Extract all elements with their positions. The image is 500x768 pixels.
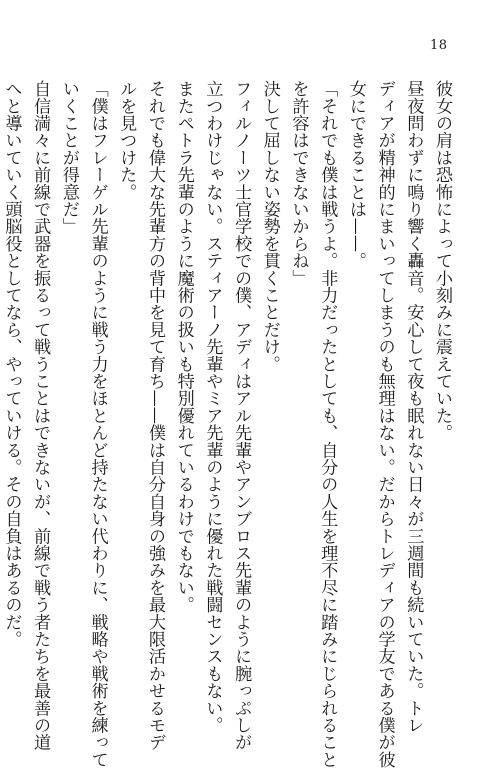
text-line: またペトラ先輩のように魔術の扱いも特別優れているわけでもない。: [173, 80, 194, 614]
text-line: フィルノーツ士官学校での僕、アディはアル先輩やアンブロス先輩のように腕っぷしが: [231, 80, 252, 751]
text-line: 女にできることは——。: [345, 80, 366, 270]
text-line: 「僕はフレーゲル先輩のように戦う力をほとんど持たない代わりに、戦略や戦術を練って: [87, 80, 108, 768]
text-line: いくことが得意だ」: [58, 80, 79, 235]
text-line: 自信満々に前線で武器を振るって戦うことはできないが、前線で戦う者たちを最善の道: [30, 80, 51, 751]
text-line: 「それでも僕は戦うよ。非力だったとしても、自分の人生を理不尽に踏みにじられること: [317, 80, 338, 768]
text-line: ディアが精神的にまいってしまうのも無理はない。だからトレディアの学友である僕が彼: [374, 80, 395, 768]
text-line: を許容はできないからね」: [288, 80, 309, 287]
text-line: 昼夜問わずに鳴り響く轟音。安心して夜も眠れない日々が三週間も続いていた。トレ: [403, 80, 424, 734]
text-line: それでも偉大な先輩方の背中を見て育ち——僕は自分自身の強みを最大限活かせるモデ: [144, 80, 165, 751]
vertical-text-body: [1, 80, 456, 768]
text-line: へと導いていく頭脳役としてなら、やっていける。その自負はあるのだ。: [1, 80, 22, 648]
page-number: 18: [430, 38, 448, 53]
text-line: 彼女の肩は恐怖によって小刻みに震えていた。: [432, 80, 452, 442]
text-line: 決して屈しない姿勢を貫くことだけ。: [259, 80, 280, 373]
text-line: ルを見つけた。: [116, 80, 137, 201]
text-line: 立つわけじゃない。スティアーノ先輩やミア先輩のように優れた戦闘センスもない。: [202, 80, 223, 734]
